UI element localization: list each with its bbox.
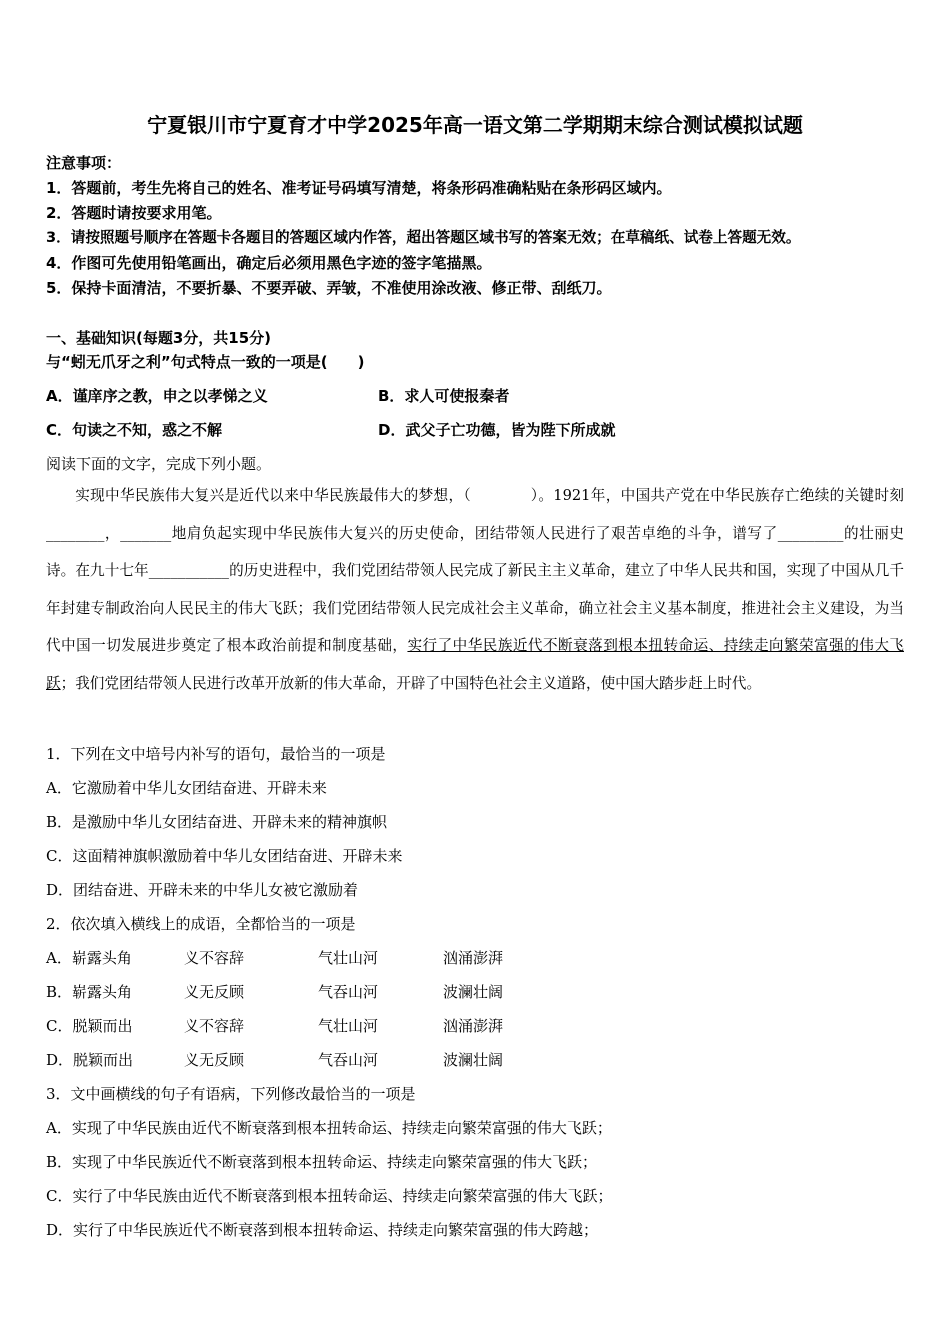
q2-cell: 义无反顾 [184,1051,245,1069]
notice-item: 1．答题前，考生先将自己的姓名、准考证号码填写清楚，将条形码准确粘贴在条形码区域内。 [46,179,672,197]
passage-text: 实现中华民族伟大复兴是近代以来中华民族最伟大的梦想，（ ）。1921年，中国共产党在中华民族存亡绝续的关键时刻________，_______地肩负起实现中华民族伟大复兴的历史使命，团结带领人民进行了艰苦卓绝的斗争，谱写了_________的壮丽史诗。在九十七年___________的历史进程中，我们党团结带领人民完成了新民主主义革命，建立了中华人民共和国，实现了中国从几千年封建专制政治向人民民主的伟大飞跃；我们党团结带领人民完成社会主义革命，确立社会主义基本制度，推进社会主义建设，为当代中国一切发展进步奠定了根本政治前提和制度基础， [46,487,904,654]
q2-cell: A．崭露头角 [46,949,132,967]
q2-cell: 义不容辞 [184,1017,245,1035]
reading-passage [46,477,904,702]
q2-cell: 气壮山河 [318,1017,379,1035]
underlined-sentence: 实行了中华民族近代不断衰落到根本扭转命运、持续走向繁荣富强的伟大飞跃 [46,637,904,692]
q3-option: C．实行了中华民族由近代不断衰落到根本扭转命运、持续走向繁荣富强的伟大飞跃； [46,1187,613,1205]
option-c: C．句读之不知，惑之不解 [46,421,223,439]
page-title: 宁夏银川市宁夏育才中学2025年高一语文第二学期期末综合测试模拟试题 [147,113,803,137]
notice-heading: 注意事项： [46,154,122,172]
q2-cell: 气吞山河 [318,1051,379,1069]
reading-intro: 阅读下面的文字，完成下列小题。 [46,455,272,473]
q3-stem: 3．文中画横线的句子有语病，下列修改最恰当的一项是 [46,1085,416,1103]
q2-cell: 汹涌澎湃 [443,949,504,967]
q2-cell: C．脱颖而出 [46,1017,133,1035]
q2-cell: 波澜壮阔 [443,1051,504,1069]
q1-option: A．它激励着中华儿女团结奋进、开辟未来 [46,779,327,797]
q1-stem: 1．下列在文中培号内补写的语句，最恰当的一项是 [46,745,386,763]
q2-cell: 义无反顾 [184,983,245,1001]
option-d: D．武父子亡功德，皆为陛下所成就 [378,421,616,439]
q1-option: C．这面精神旗帜激励着中华儿女团结奋进、开辟未来 [46,847,403,865]
option-a: A．谨庠序之教，申之以孝悌之义 [46,387,268,405]
q2-cell: 义不容辞 [184,949,245,967]
notice-item: 5．保持卡面清洁，不要折暴、不要弄破、弄皱，不准使用涂改液、修正带、刮纸刀。 [46,279,612,297]
q3-option: B．实现了中华民族近代不断衰落到根本扭转命运、持续走向繁荣富强的伟大飞跃； [46,1153,598,1171]
notice-item: 3．请按照题号顺序在答题卡各题目的答题区域内作答，超出答题区域书写的答案无效；在草稿纸、试卷上答题无效。 [46,229,801,246]
q2-cell: 气壮山河 [318,949,379,967]
q2-cell: D．脱颖而出 [46,1051,134,1069]
notice-item: 2．答题时请按要求用笔。 [46,204,222,222]
section-heading: 一、基础知识(每题3分，共15分) [46,329,272,347]
option-b: B．求人可使报秦者 [378,387,510,405]
q2-cell: B．崭露头角 [46,983,133,1001]
q2-cell: 汹涌澎湃 [443,1017,504,1035]
question-stem: 与“蚓无爪牙之利”句式特点一致的一项是( ) [46,353,365,371]
q1-option: B．是激励中华儿女团结奋进、开辟未来的精神旗帜 [46,813,388,831]
q3-option: A．实现了中华民族由近代不断衰落到根本扭转命运、持续走向繁荣富强的伟大飞跃； [46,1119,612,1137]
passage-text: ；我们党团结带领人民进行改革开放新的伟大革命，开辟了中国特色社会主义道路，使中国大踏步赶上时代。 [60,674,762,692]
notice-item: 4．作图可先使用铅笔画出，确定后必须用黑色字迹的签字笔描黑。 [46,254,492,272]
q2-cell: 波澜壮阔 [443,983,504,1001]
q2-cell: 气吞山河 [318,983,379,1001]
q1-option: D．团结奋进、开辟未来的中华儿女被它激励着 [46,881,359,899]
q3-option: D．实行了中华民族近代不断衰落到根本扭转命运、持续走向繁荣富强的伟大跨越； [46,1221,599,1239]
q2-stem: 2．依次填入横线上的成语，全都恰当的一项是 [46,915,356,933]
